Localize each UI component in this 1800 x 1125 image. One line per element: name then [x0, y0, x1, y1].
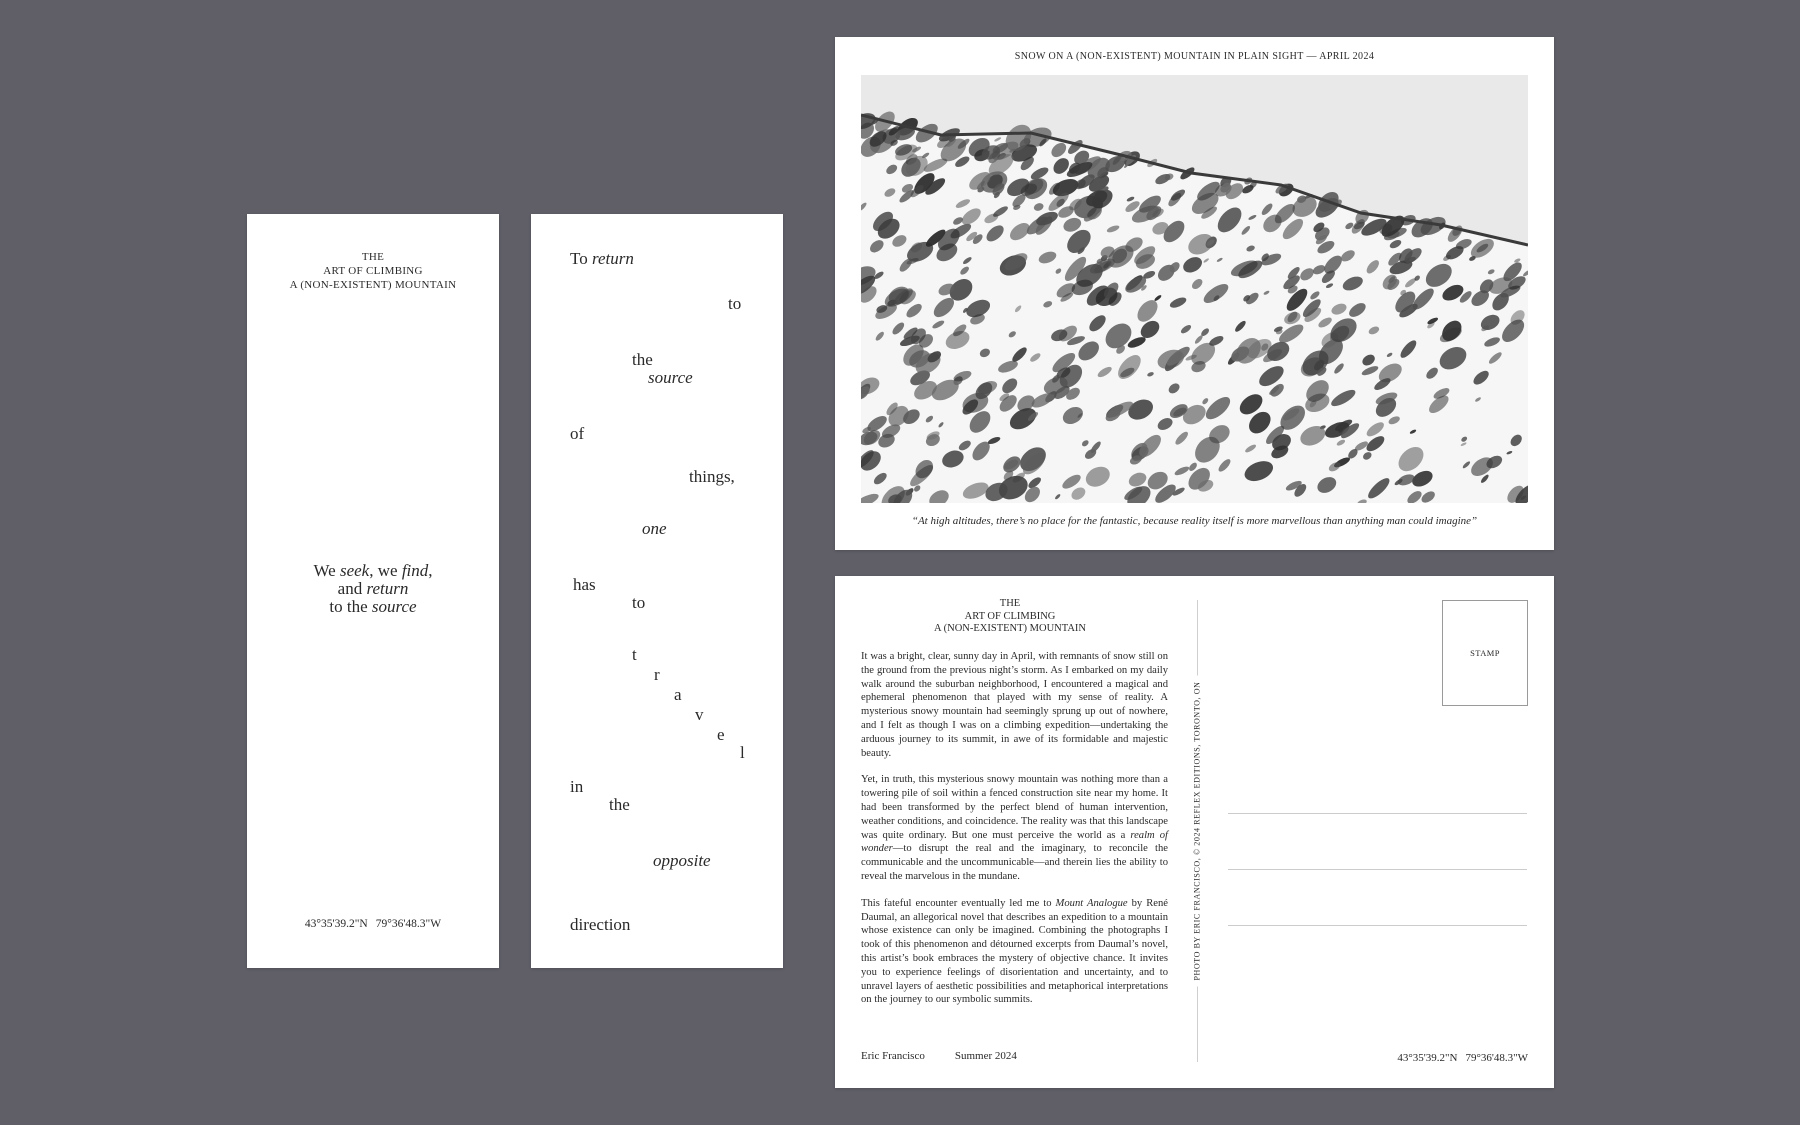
- poem-word: the: [609, 795, 630, 814]
- poem-letter: r: [654, 665, 660, 684]
- quote-line-1: [247, 562, 499, 580]
- paragraph: [861, 773, 1168, 883]
- author-name: Eric Francisco: [861, 1050, 925, 1062]
- paragraph-text: Yet, in truth, this mysterious snowy mountain was nothing more than a towering pile of soil within a fenced construction site near my home. It had been transformed by the perfect blend of human intervention, weather conditions, and coincidence. The reality was that this landscape was quite ordinary. But one must perceive the world as a: [861, 774, 1168, 841]
- poem-word: To: [570, 249, 588, 268]
- quote-text: ,: [428, 561, 433, 580]
- poem-letter: v: [695, 705, 704, 724]
- postcard-title-line: ART OF CLIMBING: [964, 610, 1056, 622]
- paragraph-text: by René Daumal, an allegorical novel that describes an expedition to a mountain whose existence can only be imagined. Combining the photographs I took of this phenomenon and détourned excerpts from Daumal’s novel, this artist’s book embraces the mystery of objective chance. It invites you to experience feelings of disorientation and uncertainty, and to unravel layers of aesthetic possibilities and metaphorical interpretations on the journey to our symbolic summits.: [861, 897, 1168, 1006]
- paragraph: [861, 897, 1168, 1007]
- poem-word: to: [632, 593, 646, 612]
- poem-word-italic: opposite: [653, 851, 711, 870]
- quote-text: and: [337, 579, 367, 598]
- bookmark-poem: [531, 214, 783, 968]
- quote-text: , we: [369, 561, 402, 580]
- poem-word: has: [573, 575, 596, 594]
- poem-letter: a: [674, 685, 682, 704]
- latitude: 43°35'39.2"N: [304, 918, 368, 930]
- paragraph-italic: Mount Analogue: [1055, 897, 1128, 909]
- poem-word: the: [632, 350, 653, 369]
- longitude: 79°36'48.3"W: [1465, 1052, 1528, 1064]
- poem-word: direction: [570, 915, 631, 934]
- postcard-title-line: THE: [999, 598, 1021, 609]
- address-line: [1228, 813, 1527, 814]
- photo-credit: PHOTO BY ERIC FRANCISCO, © 2024 REFLEX EDITIONS, TORONTO, ON: [1193, 676, 1202, 987]
- poem-word: of: [570, 424, 585, 443]
- poem-line: [570, 250, 634, 268]
- paragraph-text: —to disrupt the real and the imaginary, to reconcile the communicable and the uncommunicable—and therein lies the ability to reveal the marvelous in the mundane.: [861, 843, 1168, 882]
- poem-letter: l: [740, 743, 745, 762]
- poem-word: in: [570, 777, 584, 796]
- quote-line-2: [247, 580, 499, 598]
- bookmark-title-line: ART OF CLIMBING: [323, 265, 423, 277]
- paragraph-text: This fateful encounter eventually led me to: [861, 897, 1056, 909]
- address-line: [1228, 925, 1527, 926]
- quote-italic: seek: [339, 561, 370, 580]
- poem-word-italic: source: [648, 368, 693, 387]
- postcard-back: [835, 576, 1554, 1088]
- poem-letter: t: [632, 645, 637, 664]
- poem-word-italic: one: [642, 519, 667, 538]
- quote-italic: return: [366, 579, 409, 598]
- bookmark-quote: [247, 562, 499, 616]
- latitude: 43°35'39.2"N: [1397, 1052, 1458, 1064]
- postcard-back-title: [835, 598, 1185, 636]
- paragraph-italic: realm of wonder: [861, 829, 1168, 855]
- postcard-title: SNOW ON A (NON-EXISTENT) MOUNTAIN IN PLAIN SIGHT — APRIL 2024: [1014, 51, 1375, 62]
- poem-letter: e: [717, 725, 725, 744]
- quote-line-3: [247, 598, 499, 616]
- postcard-body-text: [861, 650, 1168, 1020]
- bookmark-title: [247, 250, 499, 292]
- quote-italic: source: [371, 597, 417, 616]
- poem-word: things,: [689, 467, 735, 486]
- stamp-label: STAMP: [1470, 648, 1500, 658]
- stamp-box: [1442, 600, 1528, 706]
- longitude: 79°36'48.3"W: [375, 918, 442, 930]
- signature: [861, 1050, 1017, 1062]
- bookmark-front: [247, 214, 499, 968]
- address-line: [1228, 869, 1527, 870]
- quote-text: We: [313, 561, 340, 580]
- quote-text: to the: [329, 597, 372, 616]
- quote-italic: find: [401, 561, 429, 580]
- postcard-coordinates: [1397, 1052, 1528, 1064]
- mountain-photo: [861, 75, 1528, 503]
- bookmark-coordinates: [247, 918, 499, 930]
- poem-word: to: [728, 294, 742, 313]
- bookmark-title-line: THE: [361, 251, 385, 263]
- date: Summer 2024: [954, 1050, 1017, 1062]
- paragraph: It was a bright, clear, sunny day in April, with remnants of snow still on the ground from the previous night’s storm. As I embarked on my daily walk around the suburban neighborhood, I encountered a magical and ephemeral phenomenon that played with my sense of reality. A mysterious snowy mountain had seemingly sprung up out of nowhere, and I felt as though I was on a climbing expedition—undertaking the arduous journey to its summit, in awe of its formidable and majestic beauty.: [861, 651, 1168, 759]
- postcard-caption: “At high altitudes, there’s no place for the fantastic, because reality itself is more marvellous than anything man could imagine”: [911, 515, 1478, 527]
- postcard-front: [835, 37, 1554, 550]
- postcard-title-line: A (NON-EXISTENT) MOUNTAIN: [934, 623, 1086, 634]
- bookmark-title-line: A (NON-EXISTENT) MOUNTAIN: [289, 279, 457, 291]
- snowy-slope-image: [861, 75, 1528, 503]
- poem-word-italic: return: [591, 249, 634, 268]
